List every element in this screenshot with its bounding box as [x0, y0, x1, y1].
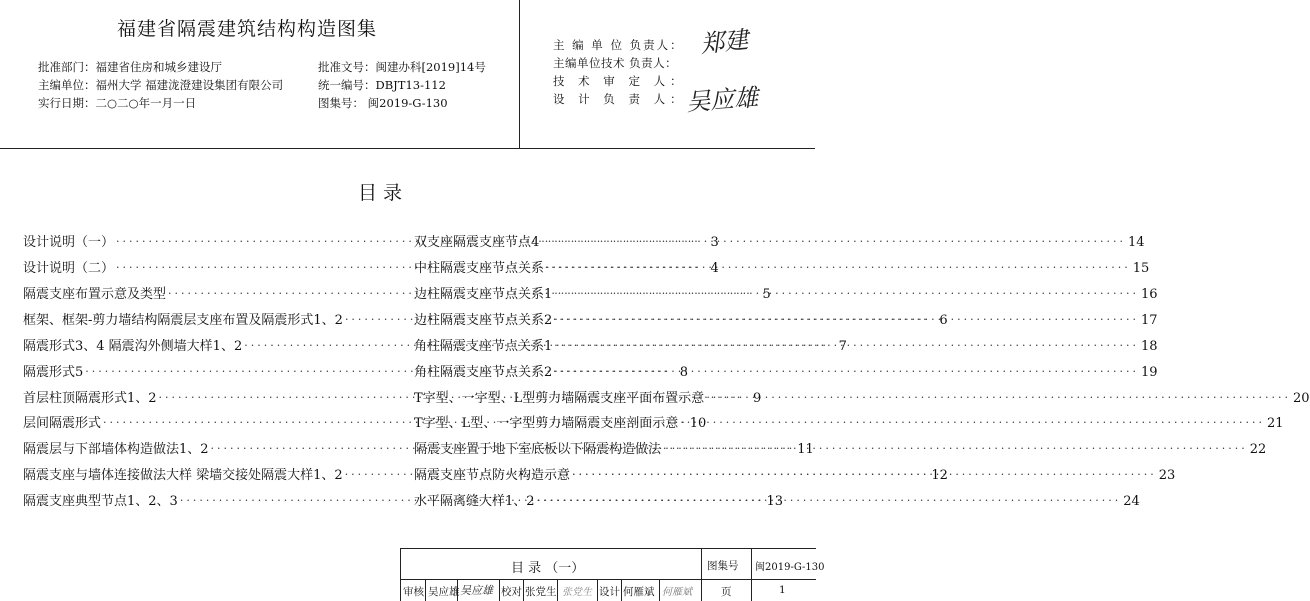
- toc-entry-text: T字型、L型、一字型剪力墙隔震支座剖面示意: [414, 416, 679, 431]
- toc-entry-page: 9: [752, 391, 762, 406]
- toc-entry-page: 10: [689, 416, 707, 431]
- toc-entry-page: 8: [679, 365, 688, 380]
- toc-entry-page: 19: [1140, 365, 1158, 380]
- toc-entry-page: 14: [1127, 235, 1145, 250]
- toc-leader-dots: [570, 468, 1159, 483]
- title-block-col-divider: [597, 579, 598, 601]
- atlas-value: 闽2019-G-130: [755, 562, 825, 573]
- toc-entry-page: 13: [766, 494, 784, 509]
- sheet-title: 目 录 （一）: [511, 561, 585, 576]
- title-block-col-divider: [499, 579, 500, 601]
- responsible-row: 技 术 审 定 人：: [553, 74, 687, 88]
- toc-entry-text: 隔震支座节点防火构造示意: [414, 468, 571, 483]
- toc-entry-page: 12: [931, 468, 948, 483]
- reviewer-signature: 吴应雄: [460, 584, 493, 597]
- responsible-row: 主 编 单 位 负责人：: [553, 38, 684, 52]
- toc-entry-page: 23: [1158, 468, 1176, 483]
- toc-entry[interactable]: [414, 334, 1158, 354]
- toc-entry[interactable]: [414, 360, 1158, 380]
- toc-leader-dots: [704, 391, 1293, 406]
- toc-entry-text: 边柱隔震支座节点关系2: [414, 313, 553, 328]
- toc-leader-dots: [552, 365, 1141, 380]
- toc-entry-text: 隔震层与下部墙体构造做法1、2: [23, 442, 209, 457]
- toc-entry-text: 层间隔震形式: [23, 416, 102, 431]
- toc-entry[interactable]: [414, 308, 1158, 328]
- toc-entry-text: 首层柱顶隔震形式1、2: [23, 391, 157, 406]
- toc-entry-page: 15: [1132, 261, 1150, 276]
- toc-entry-page: 6: [939, 313, 948, 328]
- toc-entry-text: 隔震形式3、4 隔震沟外侧墙大样1、2: [23, 339, 243, 354]
- toc-entry-text: 隔震形式5: [23, 365, 84, 380]
- proof-label: 校对: [501, 586, 522, 598]
- signature-chief-editor: 郑建: [698, 25, 750, 59]
- reviewer-name: 吴应雄: [428, 586, 460, 598]
- toc-entry-text: 水平隔离缝大样1、2: [414, 494, 535, 509]
- toc-entry[interactable]: [414, 256, 1150, 276]
- editor-units: 主编单位：福州大学 福建泷澄建设集团有限公司: [38, 78, 284, 92]
- page-label: 页: [721, 586, 732, 598]
- toc-entry-text: 隔震支座布置示意及类型: [23, 287, 167, 302]
- toc-entry[interactable]: [414, 386, 1310, 406]
- toc-entry[interactable]: [414, 282, 1158, 302]
- atlas-label: 图集号: [707, 560, 739, 572]
- toc-leader-dots: [544, 261, 1133, 276]
- proofer-signature: 张党生: [562, 587, 592, 598]
- toc-entry-page: 5: [762, 287, 771, 302]
- designer-name: 何雁斌: [623, 586, 655, 598]
- toc-entry-page: 22: [1249, 442, 1267, 457]
- toc-entry-text: 边柱隔震支座节点关系1: [414, 287, 553, 302]
- title-block-col-divider: [751, 549, 752, 601]
- toc-entry-page: 3: [710, 235, 719, 250]
- toc-leader-dots: [535, 494, 1124, 509]
- toc-entry-page: 18: [1140, 339, 1158, 354]
- unified-code: 统一编号：DBJT13-112: [318, 78, 446, 92]
- toc-entry-text: T字型、一字型、L型剪力墙隔震支座平面布置示意: [414, 391, 705, 406]
- atlas-number: 图集号： 闽2019-G-130: [318, 96, 448, 110]
- toc-entry[interactable]: [414, 489, 1140, 509]
- toc-leader-dots: [552, 287, 1141, 302]
- toc-leader-dots: [552, 313, 1141, 328]
- toc-entry-text: 角柱隔震支座节点关系2: [414, 365, 553, 380]
- title-block: [400, 548, 825, 601]
- toc-leader-dots: [661, 442, 1250, 457]
- toc-entry-text: 框架、框架-剪力墙结构隔震层支座布置及隔震形式1、2: [23, 313, 343, 328]
- title-block-col-divider: [523, 579, 524, 601]
- title-block-col-divider: [621, 579, 622, 601]
- toc-leader-dots: [552, 339, 1141, 354]
- toc-entry-text: 隔震支座置于地下室底板以下隔震构造做法: [414, 442, 662, 457]
- responsible-row: 主编单位技术 负责人：: [553, 56, 678, 70]
- toc-entry-page: 7: [838, 339, 847, 354]
- toc-leader-dots: [539, 235, 1128, 250]
- atlas-title: 福建省隔震建筑结构构造图集: [117, 18, 378, 40]
- toc-leader-dots: [678, 416, 1267, 431]
- responsible-row: 设 计 负 责 人：: [553, 92, 687, 106]
- title-block-col-divider: [659, 579, 660, 601]
- toc-entry-text: 设计说明（一）: [23, 235, 115, 250]
- approval-dept: 批准部门：福建省住房和城乡建设厅: [38, 60, 222, 74]
- page-number: 1: [779, 584, 786, 596]
- effective-date: 实行日期：二○二○年一月一日: [38, 96, 197, 110]
- title-block-col-divider: [425, 579, 426, 601]
- toc-entry-page: 20: [1293, 391, 1310, 406]
- title-block-row-divider: [401, 579, 816, 580]
- header-bottom-rule: [0, 148, 815, 149]
- toc-entry-text: 中柱隔震支座节点关系: [414, 261, 545, 276]
- toc-entry-page: 11: [797, 442, 814, 457]
- title-block-col-divider: [701, 549, 702, 601]
- toc-entry-text: 隔震支座典型节点1、2、3: [23, 494, 178, 509]
- approval-doc: 批准文号：闽建办科[2019]14号: [318, 60, 486, 74]
- title-block-col-divider: [557, 579, 558, 601]
- designer-signature: 何雁斌: [662, 587, 692, 598]
- toc-entry-page: 24: [1123, 494, 1140, 509]
- design-label: 设计: [599, 586, 620, 598]
- toc-entry-page: 17: [1140, 313, 1158, 328]
- toc-heading: 目 录: [358, 182, 403, 204]
- toc-entry-text: 设计说明（二）: [23, 261, 115, 276]
- toc-entry[interactable]: [414, 411, 1284, 431]
- toc-entry-page: 21: [1267, 416, 1284, 431]
- toc-entry-text: 隔震支座与墙体连接做法大样 梁墙交接处隔震大样1、2: [23, 468, 343, 483]
- toc-entry-page: 4: [710, 261, 719, 276]
- header-divider: [519, 0, 520, 149]
- toc-entry-page: 16: [1140, 287, 1158, 302]
- toc-entry-text: 双支座隔震支座节点4: [414, 235, 540, 250]
- proofer-name: 张党生: [525, 586, 557, 598]
- review-label: 审核: [403, 586, 424, 598]
- toc-entry[interactable]: [414, 230, 1145, 250]
- signature-tech-reviewer: 吴应雄: [685, 83, 760, 117]
- toc-entry-text: 角柱隔震支座节点关系1: [414, 339, 553, 354]
